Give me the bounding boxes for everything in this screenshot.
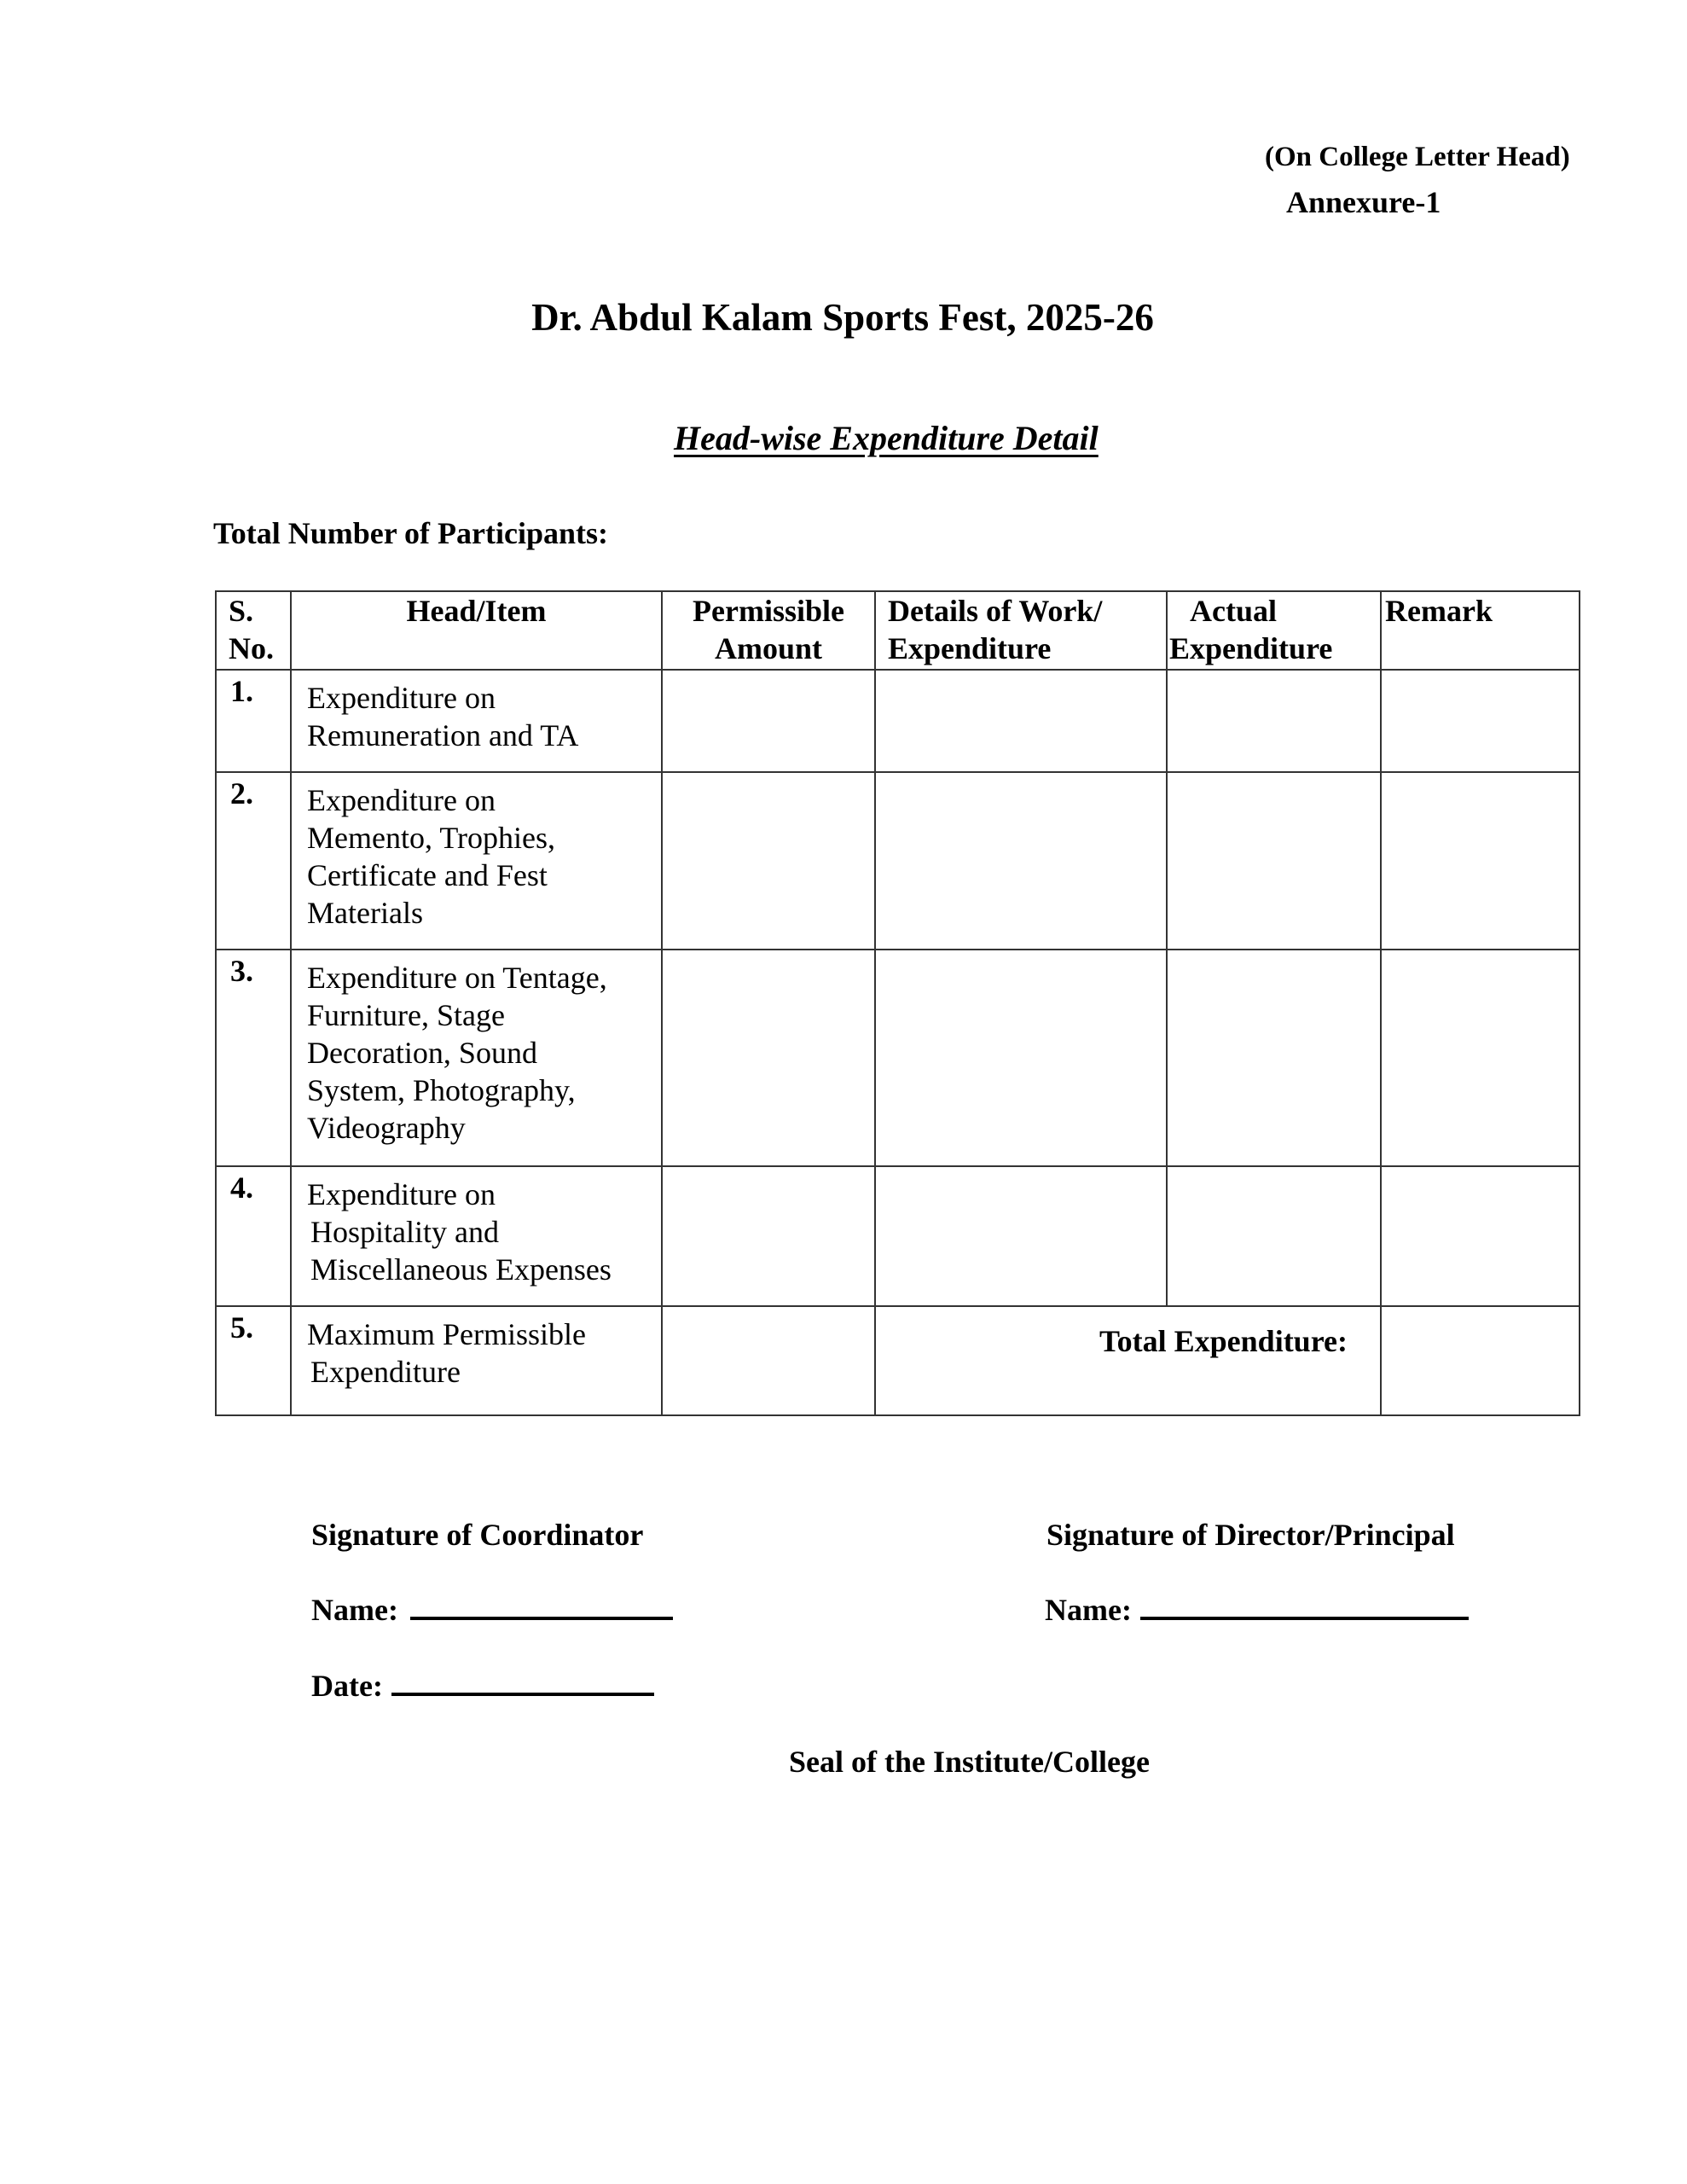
item-line: Miscellaneous Expenses <box>310 1252 612 1287</box>
coordinator-name-field <box>311 1592 673 1628</box>
table-row <box>216 670 1580 772</box>
date-label: Date: <box>311 1669 383 1703</box>
item-line: Expenditure on <box>307 783 496 817</box>
cell-remark[interactable] <box>1381 772 1580 950</box>
director-name-field <box>1045 1592 1469 1628</box>
header-remark <box>1381 591 1580 670</box>
header-line: Amount <box>714 631 823 665</box>
row-head-item <box>291 670 662 772</box>
seal-label: Seal of the Institute/College <box>789 1745 1150 1779</box>
row-head-item <box>291 1306 662 1415</box>
item-line: Decoration, Sound <box>307 1036 537 1070</box>
header-line: Remark <box>1385 594 1493 628</box>
cell-details[interactable] <box>875 670 1167 772</box>
item-line: Expenditure <box>310 1355 461 1389</box>
cell-max-permissible-amount[interactable] <box>662 1306 875 1415</box>
expenditure-table <box>215 590 1580 1416</box>
cell-actual-expenditure[interactable] <box>1167 950 1381 1166</box>
header-line: Expenditure <box>1169 631 1333 665</box>
row-sno: 1. <box>216 670 291 772</box>
cell-details[interactable] <box>875 950 1167 1166</box>
item-line: Certificate and Fest <box>307 858 548 892</box>
cell-actual-expenditure[interactable] <box>1167 1166 1381 1306</box>
row-sno: 2. <box>216 772 291 950</box>
row-head-item <box>291 772 662 950</box>
cell-actual-expenditure[interactable] <box>1167 670 1381 772</box>
header-details <box>875 591 1167 670</box>
header-line: Expenditure <box>888 631 1052 665</box>
row-head-item <box>291 1166 662 1306</box>
document-subtitle: Head-wise Expenditure Detail <box>674 419 1099 457</box>
table-header-row <box>216 591 1580 670</box>
row-sno: 5. <box>216 1306 291 1415</box>
item-line: Expenditure on <box>307 1177 496 1211</box>
cell-total-expenditure[interactable] <box>1381 1306 1580 1415</box>
header-line: Permissible <box>693 594 844 628</box>
cell-permissible-amount[interactable] <box>662 670 875 772</box>
item-line: System, Photography, <box>307 1073 576 1107</box>
row-sno: 3. <box>216 950 291 1166</box>
table-row-total <box>216 1306 1580 1415</box>
row-sno: 4. <box>216 1166 291 1306</box>
coordinator-date-blank[interactable] <box>391 1676 654 1696</box>
cell-actual-expenditure[interactable] <box>1167 772 1381 950</box>
participants-field <box>213 515 608 551</box>
item-line: Expenditure on Tentage, <box>307 961 607 995</box>
item-line: Videography <box>307 1111 466 1145</box>
row-head-item <box>291 950 662 1166</box>
cell-permissible-amount[interactable] <box>662 1166 875 1306</box>
total-expenditure-label: Total Expenditure: <box>875 1306 1381 1415</box>
cell-details[interactable] <box>875 772 1167 950</box>
item-line: Furniture, Stage <box>307 998 505 1032</box>
cell-remark[interactable] <box>1381 670 1580 772</box>
participants-label: Total Number of Participants: <box>213 516 608 550</box>
director-signature-label: Signature of Director/Principal <box>1046 1518 1455 1552</box>
annexure-label: Annexure-1 <box>1286 185 1441 219</box>
letterhead-note: (On College Letter Head) <box>1265 142 1570 172</box>
name-label: Name: <box>1045 1593 1132 1627</box>
table-row <box>216 950 1580 1166</box>
item-line: Remuneration and TA <box>307 718 579 752</box>
item-line: Hospitality and <box>310 1215 499 1249</box>
item-line: Maximum Permissible <box>307 1317 586 1351</box>
cell-remark[interactable] <box>1381 1166 1580 1306</box>
header-line: S. <box>229 594 254 628</box>
header-head-item <box>291 591 662 670</box>
header-sno <box>216 591 291 670</box>
cell-details[interactable] <box>875 1166 1167 1306</box>
coordinator-signature-label: Signature of Coordinator <box>311 1518 644 1552</box>
name-label: Name: <box>311 1593 398 1627</box>
coordinator-name-blank[interactable] <box>410 1600 673 1620</box>
cell-remark[interactable] <box>1381 950 1580 1166</box>
header-actual-expenditure <box>1167 591 1381 670</box>
table-row <box>216 1166 1580 1306</box>
cell-permissible-amount[interactable] <box>662 950 875 1166</box>
header-permissible-amount <box>662 591 875 670</box>
table-row <box>216 772 1580 950</box>
header-line: Details of Work/ <box>888 594 1103 628</box>
header-line: Head/Item <box>406 594 547 628</box>
item-line: Expenditure on <box>307 681 496 715</box>
document-title <box>0 295 1687 340</box>
item-line: Materials <box>307 896 423 930</box>
header-line: Actual <box>1190 594 1277 628</box>
document-title-text: Dr. Abdul Kalam Sports Fest, 2025-26 <box>531 296 1154 339</box>
header-line: No. <box>229 631 274 665</box>
item-line: Memento, Trophies, <box>307 821 556 855</box>
coordinator-date-field <box>311 1668 654 1704</box>
director-name-blank[interactable] <box>1140 1600 1469 1620</box>
cell-permissible-amount[interactable] <box>662 772 875 950</box>
